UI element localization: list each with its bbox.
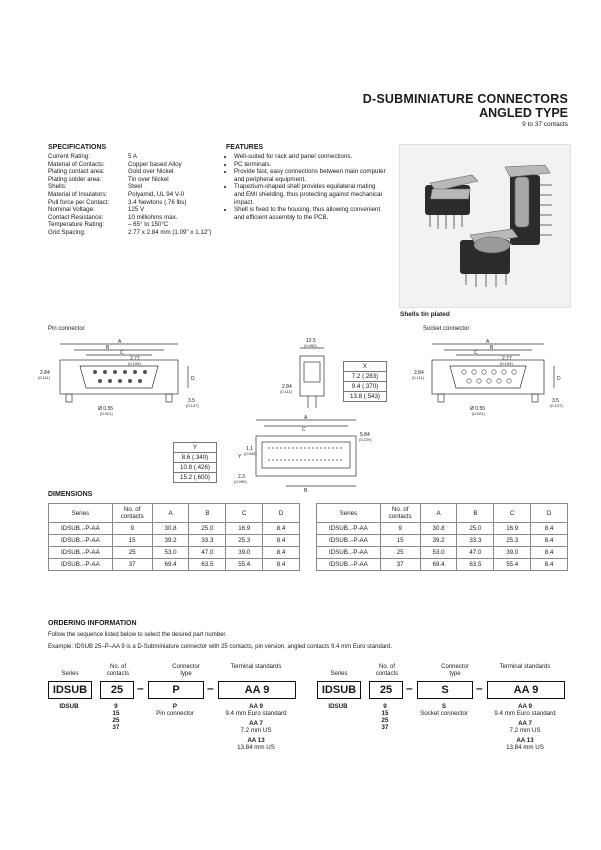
terminal-option: AA 13 <box>247 737 265 744</box>
column-header: Series <box>49 504 113 523</box>
side-height-in: (0.111) <box>280 389 293 394</box>
spec-row: Shells: Steel <box>48 183 143 191</box>
terminal-box: AA 9 <box>487 681 565 699</box>
bottom-dim-v2-in: (0.090) <box>234 479 247 484</box>
terminal-description: 7.2 mm US <box>509 727 541 734</box>
contacts-option: 37 <box>381 724 389 731</box>
pin-connector-drawing <box>40 340 210 420</box>
bottom-dim-y: Y <box>238 454 242 460</box>
dim-depth: 3.5 <box>188 398 195 404</box>
ordering-example: Example: IDSUB 25–P–AA 9 is a D-Subminiature connector with 25 contacts, pin version, angled contacts 9.4 mm Euro standard. <box>48 644 393 650</box>
contacts-box: 25 <box>369 681 403 699</box>
table-row: IDSUB..-P-AA 37 69.4 63.5 55.4 8.4 <box>317 559 568 571</box>
terminal-option: AA 13 <box>516 737 534 744</box>
series-option: IDSUB <box>328 703 348 710</box>
feature-item: • Well-suited for rack and panel connections. <box>234 153 386 161</box>
table-row: IDSUB..-P-AA 37 69.4 63.5 55.4 8.4 <box>49 559 300 571</box>
series-option: IDSUB <box>59 703 79 710</box>
table-row: IDSUB..-P-AA 15 39.2 33.3 25.3 8.4 <box>317 535 568 547</box>
column-header: A <box>152 504 189 523</box>
socket-dim-depth: 3.5 <box>552 398 559 404</box>
table-row: IDSUB..-P-AA 15 39.2 33.3 25.3 8.4 <box>49 535 300 547</box>
type-box: S <box>417 681 473 699</box>
table-row: IDSUB..-P-AA 9 30.8 25.0 16.9 8.4 <box>317 523 568 535</box>
column-header: B <box>189 504 226 523</box>
dim-hole-in: (0.021) <box>100 411 113 416</box>
terminal-option: AA 7 <box>518 720 532 727</box>
side-height: 2.84 <box>282 384 292 390</box>
product-photo <box>399 144 571 308</box>
spec-row: Grid Spacing: 2.77 x 2.84 mm (1.09" x 1.12") <box>48 228 212 236</box>
type-description: Socket connector <box>420 710 468 717</box>
side-view-drawing <box>280 336 340 416</box>
dim-h: 2.84 <box>40 370 50 376</box>
socket-dim-b: B <box>490 345 494 351</box>
column-header: D <box>531 504 568 523</box>
terminal-box: AA 9 <box>218 681 296 699</box>
dim-d: D <box>191 376 195 382</box>
side-width: 12.5 <box>306 338 316 344</box>
terminal-description: 13.84 mm US <box>237 744 275 751</box>
socket-dim-pitch-in: (0.109) <box>500 361 513 366</box>
table-row: IDSUB..-P-AA 25 53.0 47.0 39.0 8.4 <box>49 547 300 559</box>
y-dimension-table <box>173 442 217 483</box>
socket-dim-c: C <box>474 350 478 356</box>
terminal-option: AA 9 <box>249 703 263 710</box>
spec-row: Current Rating: 5 A <box>48 153 137 160</box>
x-dimension-table <box>343 361 387 402</box>
series-box: IDSUB <box>317 681 361 699</box>
label-series: Series <box>61 671 79 677</box>
table-row: IDSUB..-P-AA 25 53.0 47.0 39.0 8.4 <box>317 547 568 559</box>
bottom-dim-v1: 1.1 <box>246 446 253 452</box>
bottom-dim-c: C <box>302 427 306 433</box>
bottom-view-drawing <box>228 414 388 494</box>
column-header: C <box>226 504 263 523</box>
label-terminal: Terminal standards <box>499 664 551 670</box>
terminal-option: AA 9 <box>518 703 532 710</box>
socket-connector-drawing <box>412 340 572 420</box>
column-header: Series <box>317 504 381 523</box>
type-option: P <box>172 703 178 710</box>
ordering-block-socket <box>317 661 577 791</box>
socket-dim-h: 2.84 <box>414 370 424 376</box>
feature-item: • Shell is fixed to the housing, thus allowing convenient and efficient assembly to the PCB. <box>234 206 386 221</box>
x-table-header: X <box>344 362 387 372</box>
contacts-option: 9 <box>114 703 118 710</box>
page-title: D-SUBMINIATURE CONNECTORS <box>362 92 568 106</box>
dimensions-heading: DIMENSIONS <box>48 491 93 498</box>
bottom-dim-v2: 2.3 <box>238 474 245 480</box>
socket-dim-h-in: (0.111) <box>412 375 425 380</box>
ordering-block-pin <box>48 661 308 791</box>
socket-dim-depth-in: (0.137) <box>550 403 563 408</box>
socket-dim-pitch: 2.77 <box>502 356 512 362</box>
specifications-list <box>48 153 212 237</box>
label-series: Series <box>330 671 348 677</box>
label-contacts: No. of contacts <box>375 664 399 677</box>
terminal-option: AA 7 <box>249 720 263 727</box>
dim-c: C <box>120 350 124 356</box>
bottom-dim-v3-in: (0.229) <box>359 437 372 442</box>
spec-row: Nominal Voltage: 125 V <box>48 206 145 214</box>
contacts-option: 15 <box>112 710 120 717</box>
dim-a: A <box>118 339 122 345</box>
terminal-description: 9.4 mm Euro standard <box>225 710 287 717</box>
column-header: No. of contacts <box>112 504 152 523</box>
feature-item: • Provide fast, easy connections between main computer and peripheral equipment. <box>234 168 386 183</box>
dim-b: B <box>106 345 110 351</box>
features-heading: FEATURES <box>226 144 264 151</box>
separator-dash: – <box>207 681 214 695</box>
dimensions-table-pin <box>48 503 300 571</box>
x-table-cell: 13.8 (.543) <box>344 392 387 402</box>
socket-dim-hole: Ø 0.55 <box>470 406 486 412</box>
specifications-heading: SPECIFICATIONS <box>48 144 107 151</box>
dim-pitch: 2.77 <box>130 356 140 362</box>
spec-row: Material of Insulators: Polyamid, UL 94 V-0 <box>48 190 185 198</box>
label-terminal: Terminal standards <box>230 664 282 670</box>
socket-dim-d: D <box>557 376 561 382</box>
ordering-heading: ORDERING INFORMATION <box>48 620 137 627</box>
separator-dash: – <box>137 681 144 695</box>
terminal-description: 13.84 mm US <box>506 744 544 751</box>
photo-caption: Shells tin plated <box>400 311 450 318</box>
column-header: C <box>494 504 531 523</box>
terminal-description: 7.2 mm US <box>240 727 272 734</box>
socket-dim-a: A <box>486 339 490 345</box>
x-table-cell: 9.4 (.370) <box>344 382 387 392</box>
separator-dash: – <box>476 681 483 695</box>
column-header: D <box>263 504 300 523</box>
spec-row: Material of Contacts: Copper based Alloy <box>48 160 182 168</box>
page-title-sub: ANGLED TYPE <box>479 106 568 120</box>
spec-row: Temperature Rating: – 65° to 150°C <box>48 221 169 229</box>
bottom-dim-v1-in: (0.043) <box>244 451 257 456</box>
table-row: IDSUB..-P-AA 9 30.8 25.0 16.9 8.4 <box>49 523 300 535</box>
contacts-option: 37 <box>112 724 120 731</box>
y-table-cell: 10.8 (.426) <box>174 463 217 473</box>
type-option: S <box>441 703 447 710</box>
contacts-box: 25 <box>100 681 134 699</box>
contacts-option: 15 <box>381 710 389 717</box>
column-header: No. of contacts <box>380 504 420 523</box>
spec-row: Pull force per Contact: 3.4 Newtons (.76 lbs) <box>48 198 187 206</box>
ordering-instructions: Follow the sequence listed below to select the desired part number. <box>48 632 227 638</box>
contacts-option: 9 <box>383 703 387 710</box>
y-table-cell: 8.6 (.340) <box>174 453 217 463</box>
socket-dim-hole-in: (0.021) <box>472 411 485 416</box>
socket-connector-label: Socket connector <box>423 326 470 332</box>
terminal-description: 9.4 mm Euro standard <box>494 710 556 717</box>
y-table-header: Y <box>174 443 217 453</box>
separator-dash: – <box>406 681 413 695</box>
dim-hole: Ø 0.55 <box>98 406 114 412</box>
label-type: Connector type <box>172 664 200 677</box>
pin-connector-label: Pin connector <box>48 326 85 332</box>
bottom-dim-b: B <box>304 488 308 494</box>
dim-h-in: (0.111) <box>38 375 51 380</box>
contact-range: 9 to 37 contacts <box>522 121 568 128</box>
spec-row: Plating solder area: Tin over Nickel <box>48 175 169 183</box>
dimensions-table-socket <box>316 503 568 571</box>
contacts-option: 25 <box>112 717 120 724</box>
feature-item: • Trapezium-shaped shell provides equilateral mating and EMI shielding, thus protecting against mechanical impact. <box>234 183 386 206</box>
spec-row: Plating contact area: Gold over Nickel <box>48 168 174 176</box>
y-table-cell: 15.2 (.600) <box>174 473 217 483</box>
type-box: P <box>148 681 204 699</box>
type-description: Pin connector <box>156 710 194 717</box>
feature-item: • PC terminals. <box>234 161 386 169</box>
spec-row: Contact Resistance: 10 milliohms max. <box>48 213 178 221</box>
x-table-cell: 7.2 (.283) <box>344 372 387 382</box>
dim-depth-in: (0.137) <box>186 403 199 408</box>
dim-pitch-in: (0.109) <box>128 361 141 366</box>
label-contacts: No. of contacts <box>106 664 130 677</box>
bottom-dim-a: A <box>304 415 308 421</box>
bottom-dim-v3: 5.84 <box>360 432 370 438</box>
connector-illustration <box>400 145 570 307</box>
side-width-in: (0.492) <box>304 343 317 348</box>
series-box: IDSUB <box>48 681 92 699</box>
features-list <box>226 153 386 221</box>
label-type: Connector type <box>441 664 469 677</box>
column-header: A <box>420 504 457 523</box>
column-header: B <box>457 504 494 523</box>
contacts-option: 25 <box>381 717 389 724</box>
